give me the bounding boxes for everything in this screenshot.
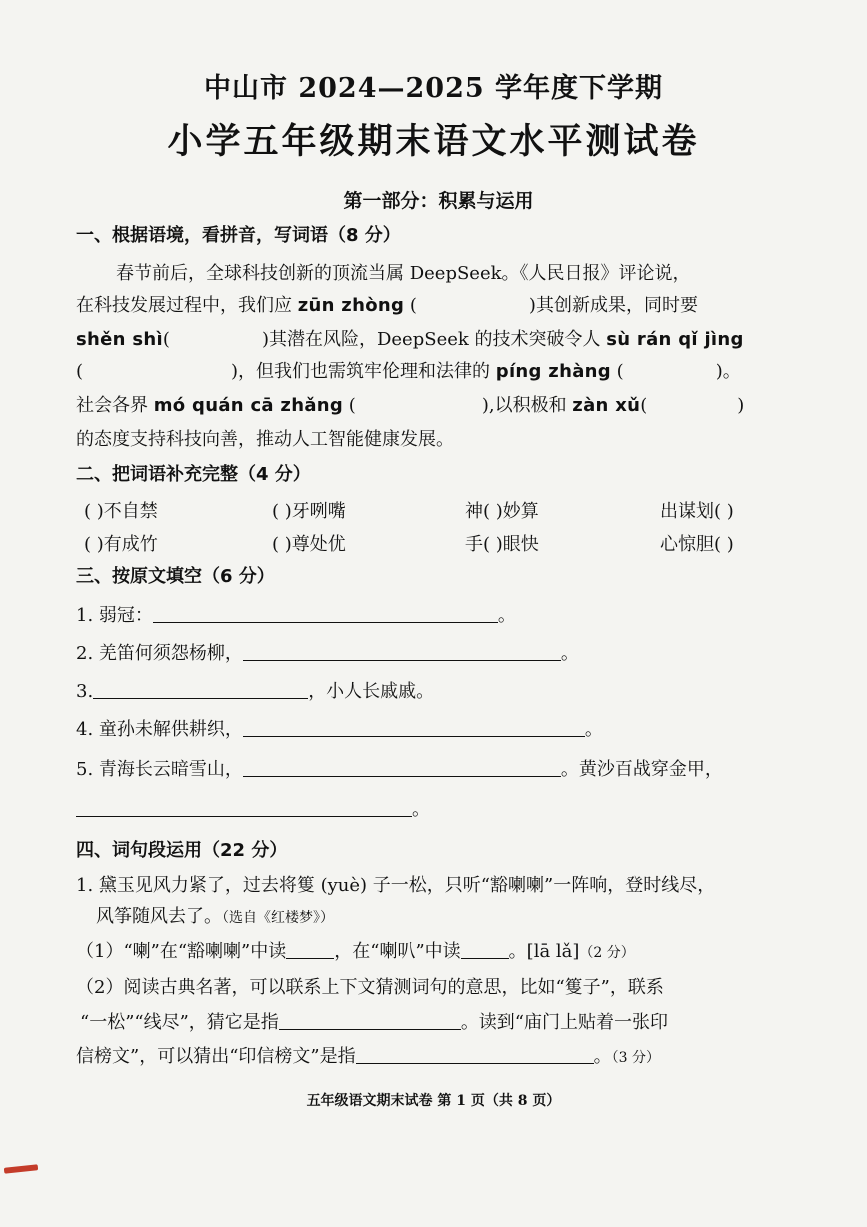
paren-open: ( <box>640 395 648 416</box>
punct: 。 <box>560 643 579 664</box>
idiom-cell[interactable]: 心惊胆( ) <box>660 534 734 555</box>
passage-line2 <box>96 905 334 930</box>
fill-question-5 <box>76 758 723 782</box>
section1-heading: 一、根据语境，看拼音，写词语（8 分） <box>76 225 401 246</box>
sub-question-1 <box>76 940 635 965</box>
question-text: 5. 青海长云暗雪山， <box>76 759 243 780</box>
idiom-cell[interactable]: 神( )妙算 <box>465 501 539 522</box>
paren-open: ( <box>343 395 356 416</box>
question-text: 。黄沙百战穿金甲， <box>560 759 723 780</box>
passage-text: 风筝随风去了。 <box>96 906 222 927</box>
text: 社会各界 <box>76 395 154 416</box>
question-text: 1. 弱冠： <box>76 605 153 626</box>
section1-line6: 的态度支持科技向善，推动人工智能健康发展。 <box>76 429 454 450</box>
answer-line[interactable] <box>153 604 498 623</box>
pinyin-ping-zhang: píng zhàng <box>495 361 611 382</box>
paren-close: ) <box>737 395 745 416</box>
section3-heading: 三、按原文填空（6 分） <box>76 566 275 587</box>
page-footer: 五年级语文期末试卷 第 1 页（共 8 页） <box>306 1093 561 1109</box>
answer-line[interactable] <box>279 1011 461 1030</box>
sub-question-2-line1: （2）阅读古典名著，可以联系上下文猜测词句的意思，比如“篗子”，联系 <box>76 977 664 998</box>
answer-line[interactable] <box>93 680 308 699</box>
question-text: （1）“喇”在“豁喇喇”中读 <box>76 941 287 962</box>
question-text: ，在“喇叭”中读 <box>334 941 461 962</box>
paren-open: ( <box>162 329 170 350</box>
punct: 。 <box>584 719 603 740</box>
pinyin-su-ran-qi-jing: sù rán qǐ jìng <box>606 329 744 350</box>
pinyin-zan-xu: zàn xǔ <box>572 395 641 416</box>
idiom-cell[interactable]: ( )牙咧嘴 <box>272 501 346 522</box>
pinyin-mo-quan-ca-zhang: mó quán cā zhǎng <box>153 395 344 416</box>
text: 在科技发展过程中，我们应 <box>76 295 298 316</box>
text: )，但我们也需筑牢伦理和法律的 <box>231 361 496 382</box>
score-note: （2 分） <box>579 945 635 961</box>
passage-source: （选自《红楼梦》） <box>222 910 334 926</box>
fill-question-2 <box>76 642 579 666</box>
section1-line4 <box>76 360 741 384</box>
section1-line5 <box>76 394 744 418</box>
answer-line[interactable] <box>243 718 585 737</box>
pinyin-options: 。[lā lǎ] <box>508 941 580 962</box>
paren-open: ( <box>610 361 624 382</box>
idiom-cell[interactable]: 手( )眼快 <box>465 534 539 555</box>
text: )。 <box>715 361 741 382</box>
question-text: 。读到“庙门上贴着一张印 <box>460 1012 669 1033</box>
text: )其潜在风险，DeepSeek 的技术突破令人 <box>261 329 607 350</box>
exam-main-title: 小学五年级期末语文水平测试卷 <box>167 122 700 162</box>
punct: 。 <box>497 605 516 626</box>
sub-question-2-line3 <box>76 1045 660 1070</box>
idiom-cell[interactable]: ( )尊处优 <box>272 534 346 555</box>
fill-question-1 <box>76 604 516 628</box>
answer-line[interactable] <box>76 798 412 817</box>
question-text: ，小人长戚戚。 <box>308 681 435 702</box>
punct: 。 <box>412 799 430 820</box>
fill-question-3 <box>76 680 434 704</box>
question-text: 2. 羌笛何须怨杨柳， <box>76 643 243 664</box>
answer-line[interactable] <box>243 758 561 777</box>
answer-line[interactable] <box>286 940 334 959</box>
red-pen-mark <box>4 1164 38 1174</box>
exam-term-title: 中山市 2024—2025 学年度下学期 <box>203 73 664 104</box>
sub-question-2-line2 <box>80 1011 668 1035</box>
answer-line[interactable] <box>461 940 509 959</box>
idiom-cell[interactable]: 出谋划( ) <box>660 501 734 522</box>
paren-open: ( <box>404 295 417 316</box>
fill-question-4 <box>76 718 603 742</box>
answer-line[interactable] <box>243 642 561 661</box>
text: )其创新成果，同时要 <box>528 295 698 316</box>
score-note: （3 分） <box>611 1050 660 1066</box>
idiom-cell[interactable]: ( )不自禁 <box>84 501 158 522</box>
paren-open: ( <box>76 361 84 382</box>
fill-question-5-line2 <box>76 798 430 822</box>
section4-heading: 四、词句段运用（22 分） <box>76 840 288 861</box>
text: ),以积极和 <box>481 395 573 416</box>
answer-line[interactable] <box>356 1045 594 1064</box>
question-text: “一松”“线尽”，猜它是指 <box>80 1012 279 1033</box>
punct: 。 <box>593 1046 612 1067</box>
section1-line1: 春节前后，全球科技创新的顶流当属 DeepSeek。《人民日报》评论说， <box>116 263 691 284</box>
idiom-cell[interactable]: ( )有成竹 <box>84 534 158 555</box>
section1-line2 <box>76 294 698 318</box>
question-text: 3. <box>76 681 94 702</box>
question-text: 4. 童孙未解供耕织， <box>76 719 243 740</box>
pinyin-zun-zhong: zūn zhòng <box>297 295 405 316</box>
part-heading: 第一部分：积累与运用 <box>343 190 534 212</box>
section2-heading: 二、把词语补充完整（4 分） <box>76 464 311 485</box>
section1-line3 <box>76 328 744 352</box>
question-text: 信榜文”，可以猜出“印信榜文”是指 <box>76 1046 356 1067</box>
pinyin-shen-shi: shěn shì <box>76 329 163 350</box>
passage-line1: 1. 黛玉见风力紧了，过去将篗 (yuè) 子一松，只听“豁喇喇”一阵响，登时线尽， <box>76 875 716 896</box>
